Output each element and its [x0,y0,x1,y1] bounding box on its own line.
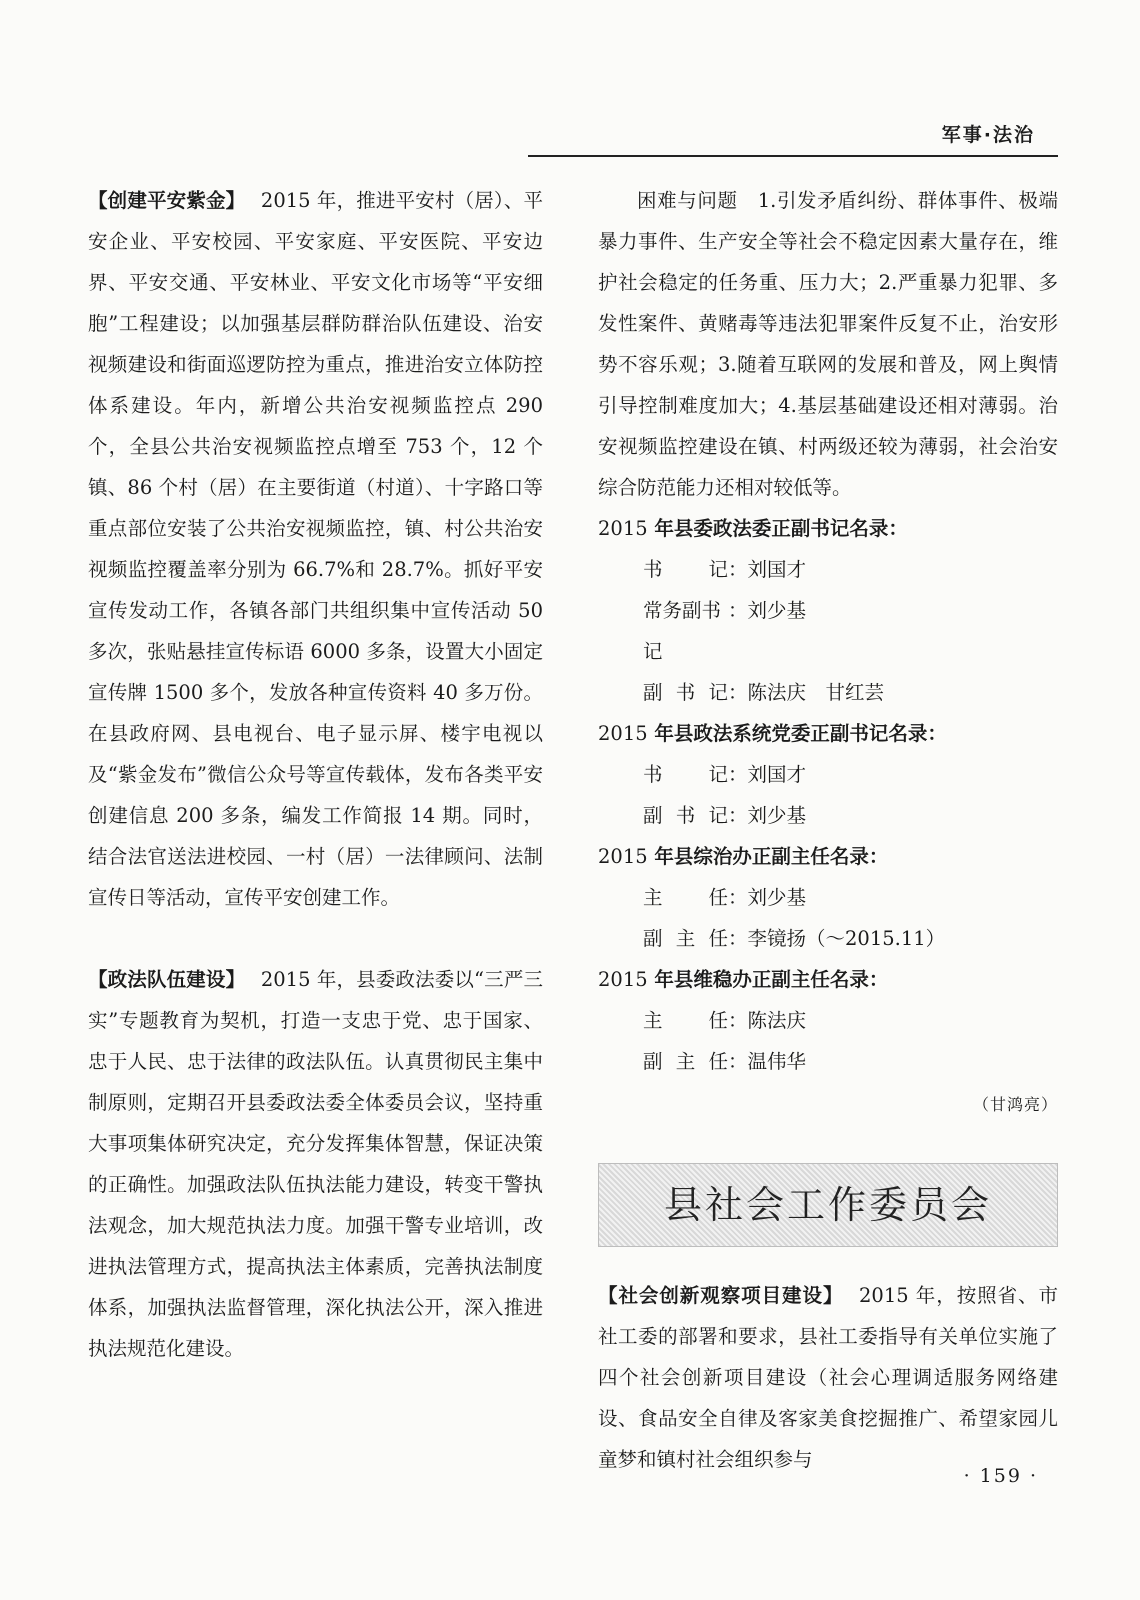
entry-position [643,754,728,795]
paragraph-social-innovation [598,1275,1058,1480]
list-title-year: 2015 [598,968,648,991]
list-title [598,508,1058,549]
text-ping-an: 2015 年，推进平安村（居）、平安企业、平安校园、平安家庭、平安医院、平安边界、平安交通、平安林业、平安文化市场等“平安细胞”工程建设；以加强基层群防群治队伍建设、治安视频建设和街面巡逻防控为重点，推进治安立体防控体系建设。年内，新增公共治安视频监控点 290 个，全县公共治安视频监控点增至 753 个，12 个镇、86 个村（居）在主要街道（村道）、十字路口等重点部位安装了公共治安视频监控，镇、村公共治安视频监控覆盖率分别为 66.7%和 28.7%。抓好平安宣传发动工作，各镇各部门共组织集中宣传活动 50 多次，张贴悬挂宣传标语 6000 多条，设置大小固定宣传牌 1500 多个，发放各种宣传资料 40 多万份。在县政府网、县电视台、电子显示屏、楼宇电视以及“紫金发布”微信公众号等宣传载体，发布各类平安创建信息 200 多条，编发工作简报 14 期。同时，结合法官送法进校园、一村（居）一法律顾问、法制宣传日等活动，宣传平安创建工作。 [88,189,543,909]
entry-position [643,918,728,959]
position-char: 书 [675,804,696,827]
section-banner-title: 县社会工作委员会 [663,1182,992,1227]
entry-name: ：刘少基 [728,599,807,622]
list-title [598,959,1058,1000]
heading-ping-an: 【创建平安紫金】 [88,189,246,212]
position-char: 常务副书记 [643,599,722,663]
heading-social-innovation: 【社会创新观察项目建设】 [598,1284,844,1307]
list-entry [598,877,1058,918]
position-char: 书 [643,763,663,786]
header-rule [528,155,1058,157]
entry-name: ：刘少基 [728,886,807,909]
entry-position [643,590,728,672]
position-char: 任 [708,1009,728,1032]
paragraph-team-building [88,959,543,1369]
list-entry [598,1041,1058,1082]
position-char: 主 [643,1009,663,1032]
entry-position [643,1041,728,1082]
right-column [598,180,1058,1480]
list-entry [598,795,1058,836]
text-social-innovation: 2015 年，按照省、市社工委的部署和要求，县社工委指导有关单位实施了四个社会创新项目建设（社会心理调适服务网络建设、食品安全自律及客家美食挖掘推广、希望家园儿童梦和镇村社会组织参与 [598,1284,1058,1471]
position-char: 记 [708,681,728,704]
position-char: 任 [708,886,728,909]
entry-name: ：刘少基 [728,804,807,827]
entry-name: ：陈法庆 甘红芸 [728,681,885,704]
left-column [88,180,543,1369]
author-credit: （甘鸿亮） [972,1095,1058,1114]
position-char: 副 [643,681,663,704]
paragraph-ping-an [88,180,543,918]
entry-position [643,672,728,713]
list-title-year: 2015 [598,517,648,540]
position-char: 主 [675,927,696,950]
entry-position [643,795,728,836]
text-team-building: 2015 年，县委政法委以“三严三实”专题教育为契机，打造一支忠于党、忠于国家、忠于人民、忠于法律的政法队伍。认真贯彻民主集中制原则，定期召开县委政法委全体委员会议，坚持重大事项集体研究决定，充分发挥集体智慧，保证决策的正确性。加强政法队伍执法能力建设，转变干警执法观念，加大规范执法力度。加强干警专业培训，改进执法管理方式，提高执法主体素质，完善执法制度体系，加强执法监督管理，深化执法公开，深入推进执法规范化建设。 [88,968,543,1360]
entry-name: ：李镜扬（～2015.11） [728,927,946,950]
officials-lists [598,508,1058,1082]
position-char: 任 [708,927,728,950]
entry-position [643,877,728,918]
list-title-year: 2015 [598,722,648,745]
position-char: 副 [643,927,663,950]
list-entry [598,590,1058,672]
entry-name: ：刘国才 [728,763,807,786]
position-char: 主 [675,1050,696,1073]
position-char: 记 [708,763,728,786]
list-title-year: 2015 [598,845,648,868]
list-title-text: 年县维稳办正副主任名录： [647,968,889,991]
list-entry [598,754,1058,795]
entry-name: ：温伟华 [728,1050,807,1073]
heading-team-building: 【政法队伍建设】 [88,968,246,991]
entry-position [643,549,728,590]
position-char: 书 [675,681,696,704]
list-entry [598,918,1058,959]
section-banner [598,1163,1058,1247]
entry-name: ：陈法庆 [728,1009,807,1032]
section-header: 军事·法治 [941,124,1035,146]
list-title-text: 年县政法系统党委正副书记名录： [647,722,947,745]
list-entry [598,549,1058,590]
list-entry [598,1000,1058,1041]
position-char: 副 [643,804,663,827]
position-char: 记 [708,804,728,827]
position-char: 副 [643,1050,663,1073]
position-char: 主 [643,886,663,909]
entry-name: ：刘国才 [728,558,807,581]
list-entry [598,672,1058,713]
list-title [598,713,1058,754]
list-title-text: 年县委政法委正副书记名录： [647,517,908,540]
entry-position [643,1000,728,1041]
position-char: 任 [708,1050,728,1073]
position-char: 书 [643,558,663,581]
page-number: · 159 · [963,1465,1038,1487]
position-char: 记 [708,558,728,581]
paragraph-problems: 困难与问题 1.引发矛盾纠纷、群体事件、极端暴力事件、生产安全等社会不稳定因素大量存在，维护社会稳定的任务重、压力大；2.严重暴力犯罪、多发性案件、黄赌毒等违法犯罪案件反复不止，治安形势不容乐观；3.随着互联网的发展和普及，网上舆情引导控制难度加大；4.基层基础建设还相对薄弱。治安视频监控建设在镇、村两级还较为薄弱，社会治安综合防范能力还相对较低等。 [598,189,1058,499]
list-title [598,836,1058,877]
list-title-text: 年县综治办正副主任名录： [647,845,889,868]
